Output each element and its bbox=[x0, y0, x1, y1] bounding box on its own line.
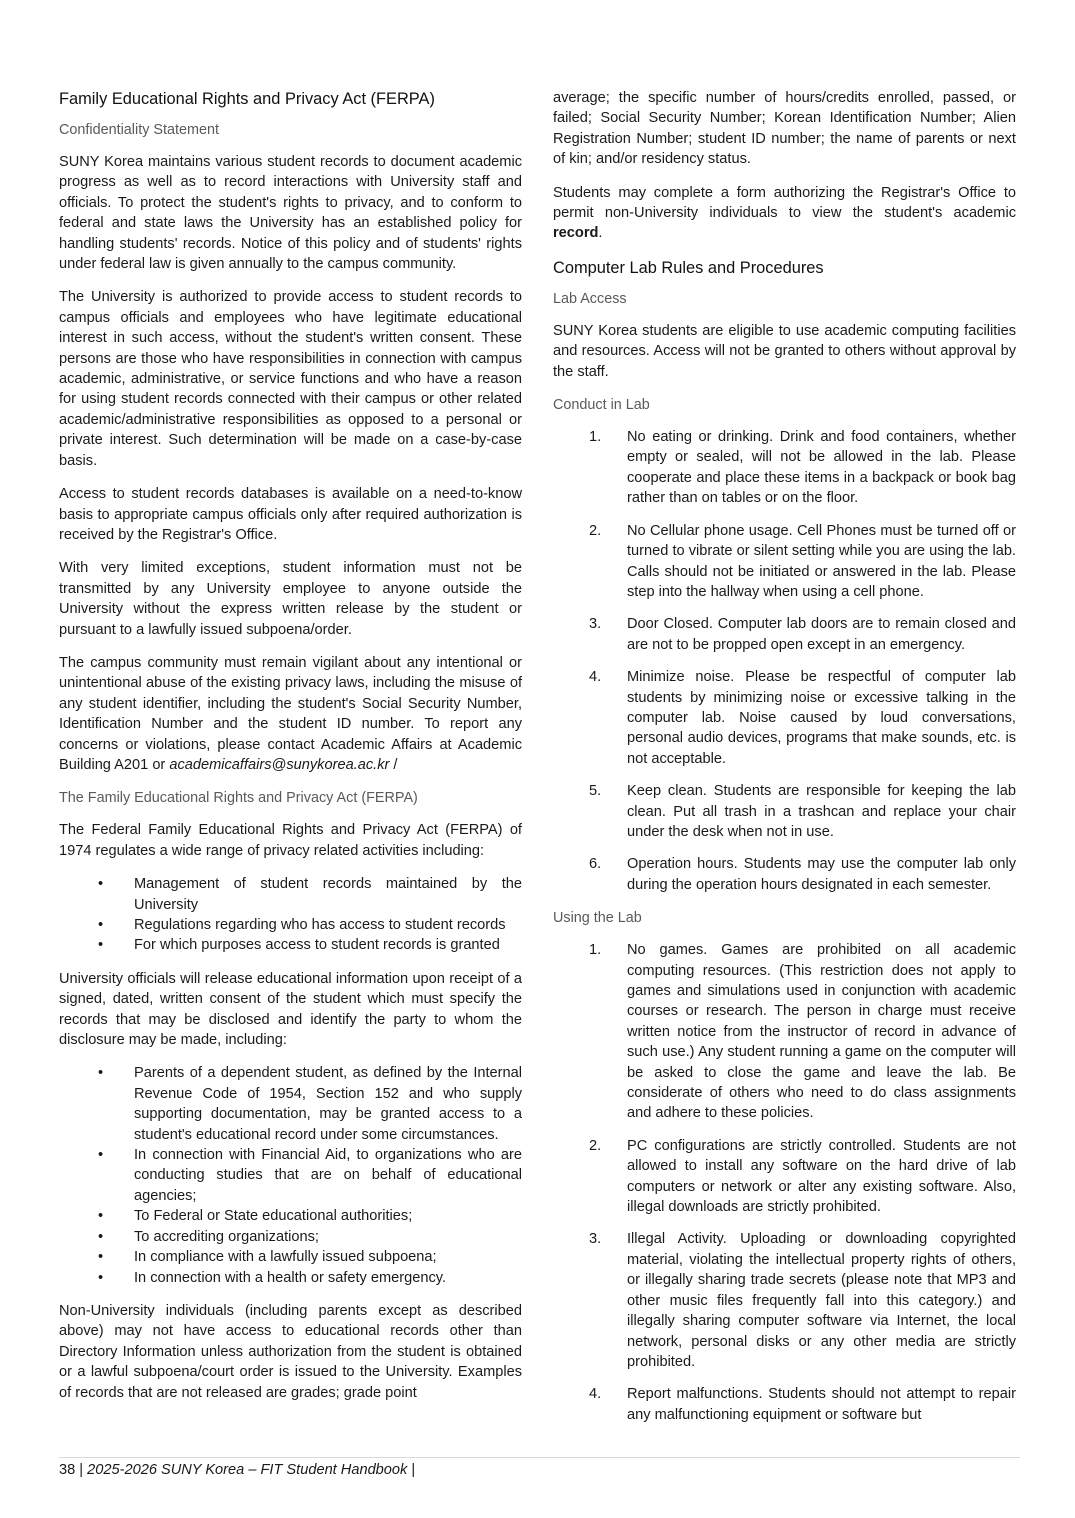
list-item-text: No games. Games are prohibited on all academic computing resources. (This restriction does not apply to games and simulations used in conjunction with academic courses or research. The person in charge must receive written notice from the instructor of record in advance of such use.) Any student running a game on the computer will be asked to close the game and leave the lab. Be considerate of others who need to do class assignments and adhere to these policies. bbox=[627, 942, 1016, 1122]
list-item-text: No Cellular phone usage. Cell Phones must be turned off or turned to vibrate or silent setting while you are using the lab. Calls should not be initiated or answered in the lab. Please step into the hallway when using a cell phone. bbox=[627, 522, 1016, 600]
list-item bbox=[59, 1206, 522, 1226]
paragraph: University officials will release educational information upon receipt of a signed, dated, written consent of the student which must specify the records that may be disclosed and identify the party to whom the disclosure may be made, including: bbox=[59, 970, 522, 1049]
list-item bbox=[553, 1384, 1016, 1425]
list-item bbox=[553, 614, 1016, 655]
list-item-text: Regulations regarding who has access to student records bbox=[134, 917, 506, 933]
list-number: 2. bbox=[589, 1137, 602, 1154]
list-item-text: In connection with a health or safety emergency. bbox=[134, 1269, 447, 1286]
list-item bbox=[553, 521, 1016, 603]
list-number: 1. bbox=[589, 942, 602, 959]
list-item bbox=[59, 1227, 522, 1247]
bullet-icon: • bbox=[98, 1228, 104, 1245]
list-item bbox=[59, 1063, 522, 1145]
right-column bbox=[553, 88, 1016, 1438]
subheading-ferpa: The Family Educational Rights and Privacy Act (FERPA) bbox=[59, 790, 418, 807]
bullet-icon: • bbox=[98, 1269, 104, 1286]
paragraph: SUNY Korea students are eligible to use academic computing facilities and resources. Access will not be granted to others without approval by the staff. bbox=[553, 322, 1016, 380]
bullet-icon: • bbox=[98, 1249, 104, 1266]
subheading-using-the-lab: Using the Lab bbox=[553, 910, 642, 927]
section-title-ferpa: Family Educational Rights and Privacy Act (FERPA) bbox=[59, 90, 435, 108]
list-number: 1. bbox=[589, 429, 602, 446]
subheading-lab-access: Lab Access bbox=[553, 290, 627, 307]
list-item bbox=[59, 874, 522, 915]
list-number: 5. bbox=[589, 783, 602, 800]
bullet-list bbox=[59, 874, 522, 956]
bullet-icon: • bbox=[98, 937, 104, 954]
bold-text: record bbox=[553, 225, 599, 242]
list-item-text: For which purposes access to student records is granted bbox=[134, 937, 500, 954]
list-item-text: PC configurations are strictly controlled. Students are not allowed to install any software on the hard drive of lab computers or network or alter any existing software. Also, illegal downloads are strictly prohibited. bbox=[627, 1137, 1016, 1216]
list-number: 2. bbox=[589, 522, 602, 539]
list-item-text: Door Closed. Computer lab doors are to remain closed and are not to be propped open except in an emergency. bbox=[627, 616, 1016, 653]
page-footer bbox=[59, 1460, 415, 1480]
list-number: 6. bbox=[589, 856, 602, 873]
footer-separator: | bbox=[75, 1462, 88, 1478]
paragraph: The University is authorized to provide access to student records to campus officials and employees who have legitimate educational interest in such access, without the student's written consent. These persons are those who have responsibilities in connection with campus academic, administrative, or service functions and who have a reason for using student records connected with their campus or other related academic/administrative responsibilities as opposed to a personal or private interest. Such determination will be made on a case-by-case basis. bbox=[59, 289, 522, 469]
paragraph bbox=[553, 183, 1016, 244]
list-item-text: Minimize noise. Please be respectful of computer lab students by minimizing noise or excessive talking in the computer lab. Noise caused by loud conversations, personal audio devices, programs that make sounds, etc. is not acceptable. bbox=[627, 669, 1016, 767]
list-item-text: Illegal Activity. Uploading or downloading copyrighted material, violating the intellectual property rights of others, or illegally sharing trade secrets (please note that MP3 and other music files frequently fall into this category.) and illegally sharing computer software via Internet, the local network, personal disks or any other media are strictly prohibited. bbox=[627, 1231, 1016, 1370]
bullet-icon: • bbox=[98, 1065, 104, 1082]
bullet-icon: • bbox=[98, 917, 104, 933]
paragraph-text: . bbox=[598, 225, 603, 242]
list-item bbox=[59, 915, 522, 935]
list-item bbox=[553, 667, 1016, 769]
list-item bbox=[553, 1136, 1016, 1218]
paragraph: average; the specific number of hours/credits enrolled, passed, or failed; Social Security Number; Korean Identification Number; Alien Registration Number; student ID number; the name of parents or next of kin; and/or residency status. bbox=[553, 90, 1016, 168]
paragraph-text: The campus community must remain vigilant about any intentional or unintentional abuse of the existing privacy laws, including the misuse of any student identifier, including the student's Social Security Number, Identification Number and the student ID number. To report any concerns or violations, please contact Academic Affairs at Academic Building A201 or bbox=[59, 654, 522, 773]
bullet-icon: • bbox=[98, 876, 104, 893]
list-item bbox=[59, 1145, 522, 1206]
list-item bbox=[553, 854, 1016, 895]
list-number: 4. bbox=[589, 669, 602, 686]
using-lab-list bbox=[553, 940, 1016, 1425]
paragraph-text: / bbox=[389, 756, 398, 773]
paragraph: Access to student records databases is available on a need-to-know basis to appropriate campus officials only after required authorization is received by the Registrar's Office. bbox=[59, 486, 522, 543]
list-item-text: In connection with Financial Aid, to organizations who are conducting studies that are on behalf of educational agencies; bbox=[134, 1147, 522, 1204]
paragraph: The Federal Family Educational Rights and Privacy Act (FERPA) of 1974 regulates a wide range of privacy related activities including: bbox=[59, 822, 522, 859]
section-title-computer-lab: Computer Lab Rules and Procedures bbox=[553, 258, 824, 277]
footer-divider bbox=[59, 1457, 1020, 1458]
bullet-icon: • bbox=[98, 1147, 104, 1164]
paragraph: SUNY Korea maintains various student records to document academic progress as well as to record interactions with University staff and officials. To protect the student's rights to privacy, and to conform to federal and state laws the University has an established policy for handling students' records. Notice of this policy and of students' rights under federal law is given annually to the campus community. bbox=[59, 154, 522, 273]
footer-title: 2025-2026 SUNY Korea – FIT Student Handbook bbox=[87, 1462, 408, 1478]
list-item-text: Management of student records maintained by the University bbox=[134, 876, 522, 913]
list-item bbox=[59, 1247, 522, 1267]
list-item bbox=[59, 1268, 522, 1288]
footer-separator: | bbox=[407, 1462, 416, 1478]
paragraph bbox=[59, 653, 522, 775]
conduct-list bbox=[553, 427, 1016, 895]
list-item bbox=[553, 940, 1016, 1124]
list-item-text: No eating or drinking. Drink and food containers, whether empty or sealed, will not be allowed in the lab. Please cooperate and place these items in a backpack or book bag rather than on tables or on the floor. bbox=[627, 429, 1016, 507]
list-item-text: Report malfunctions. Students should not attempt to repair any malfunctioning equipment or software but bbox=[627, 1386, 1016, 1423]
paragraph-text: Students may complete a form authorizing the Registrar's Office to permit non-University individuals to view the student's academic bbox=[553, 184, 1016, 222]
list-item-text: To accrediting organizations; bbox=[134, 1228, 319, 1245]
left-column bbox=[59, 88, 522, 1416]
paragraph: With very limited exceptions, student information must not be transmitted by any University employee to anyone outside the University without the express written release by the student or pursuant to a lawfully issued subpoena/order. bbox=[59, 560, 522, 638]
list-item-text: Operation hours. Students may use the computer lab only during the operation hours designated in each semester. bbox=[627, 856, 1016, 893]
page-number: 38 bbox=[59, 1462, 76, 1478]
list-item bbox=[59, 935, 522, 955]
list-item bbox=[553, 1229, 1016, 1372]
list-item bbox=[553, 781, 1016, 842]
list-item bbox=[553, 427, 1016, 509]
bullet-icon: • bbox=[98, 1208, 104, 1225]
subheading-confidentiality: Confidentiality Statement bbox=[59, 122, 219, 138]
list-item-text: Keep clean. Students are responsible for keeping the lab clean. Put all trash in a trashcan and replace your chair under the desk when not in use. bbox=[627, 783, 1016, 840]
list-number: 3. bbox=[589, 616, 602, 633]
bullet-list bbox=[59, 1063, 522, 1287]
list-number: 4. bbox=[589, 1386, 602, 1403]
list-number: 3. bbox=[589, 1231, 602, 1248]
list-item-text: To Federal or State educational authorities; bbox=[134, 1208, 413, 1225]
list-item-text: In compliance with a lawfully issued subpoena; bbox=[134, 1249, 437, 1266]
email-link[interactable]: academicaffairs@sunykorea.ac.kr bbox=[169, 756, 390, 773]
list-item-text: Parents of a dependent student, as defined by the Internal Revenue Code of 1954, Section 152 and who supply supporting documentation, may be granted access to a student's educational record under some circumstances. bbox=[134, 1065, 522, 1143]
paragraph: Non-University individuals (including parents except as described above) may not have access to educational records other than Directory Information unless authorization from the student is obtained or a lawful subpoena/court order is issued to the University. Examples of records that are not released are grades; grade point bbox=[59, 1302, 522, 1401]
subheading-conduct-in-lab: Conduct in Lab bbox=[553, 397, 650, 414]
